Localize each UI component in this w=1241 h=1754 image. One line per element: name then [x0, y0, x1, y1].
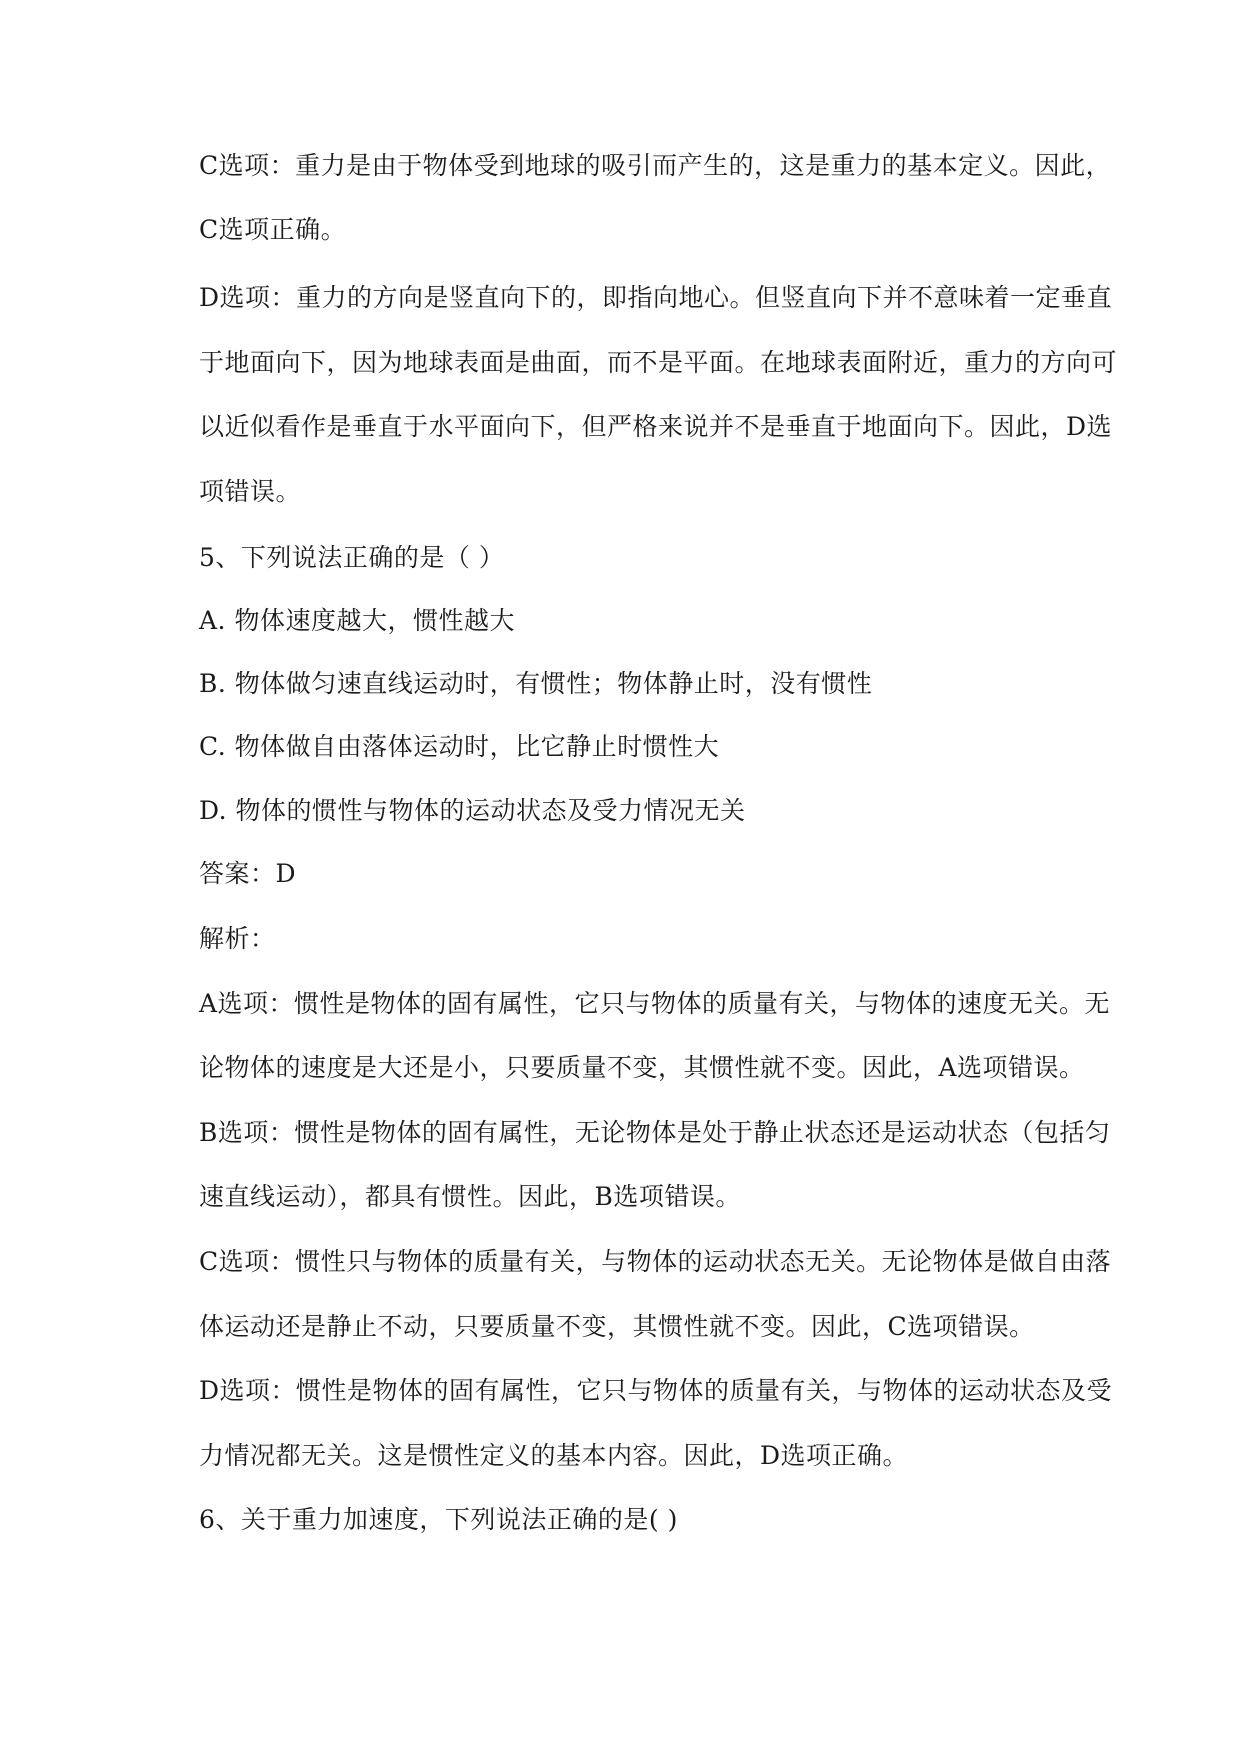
- text-line: 力情况都无关。这是惯性定义的基本内容。因此，D选项正确。: [199, 1441, 909, 1470]
- text-line: C选项：重力是由于物体受到地球的吸引而产生的，这是重力的基本定义。因此，: [199, 151, 1112, 180]
- text-line: 以近似看作是垂直于水平面向下，但严格来说并不是垂直于地面向下。因此，D选: [199, 412, 1113, 441]
- text-line: 速直线运动），都具有惯性。因此，B选项错误。: [199, 1182, 741, 1211]
- option-b: B. 物体做匀速直线运动时，有惯性；物体静止时，没有惯性: [199, 669, 873, 698]
- text-line: D选项：惯性是物体的固有属性，它只与物体的质量有关，与物体的运动状态及受: [199, 1376, 1113, 1405]
- question-title: 5、下列说法正确的是（ ）: [199, 543, 505, 572]
- text-line: C选项：惯性只与物体的质量有关，与物体的运动状态无关。无论物体是做自由落: [199, 1247, 1112, 1276]
- text-line: A选项：惯性是物体的固有属性，它只与物体的质量有关，与物体的速度无关。无: [199, 989, 1111, 1018]
- text-line: 论物体的速度是大还是小，只要质量不变，其惯性就不变。因此，A选项错误。: [199, 1053, 1085, 1082]
- text-line: 于地面向下，因为地球表面是曲面，而不是平面。在地球表面附近，重力的方向可: [199, 348, 1118, 377]
- option-a: A. 物体速度越大，惯性越大: [199, 606, 515, 635]
- question-title: 6、关于重力加速度，下列说法正确的是( ): [199, 1505, 678, 1534]
- text-line: C选项正确。: [199, 215, 347, 244]
- option-d: D. 物体的惯性与物体的运动状态及受力情况无关: [199, 796, 746, 825]
- analysis-label: 解析：: [199, 924, 276, 953]
- text-line: 项错误。: [199, 477, 302, 506]
- option-c: C. 物体做自由落体运动时，比它静止时惯性大: [199, 732, 720, 761]
- text-line: D选项：重力的方向是竖直向下的，即指向地心。但竖直向下并不意味着一定垂直: [199, 283, 1113, 312]
- answer-line: 答案：D: [199, 859, 297, 888]
- text-line: 体运动还是静止不动，只要质量不变，其惯性就不变。因此，C选项错误。: [199, 1312, 1035, 1341]
- text-line: B选项：惯性是物体的固有属性，无论物体是处于静止状态还是运动状态（包括匀: [199, 1118, 1111, 1147]
